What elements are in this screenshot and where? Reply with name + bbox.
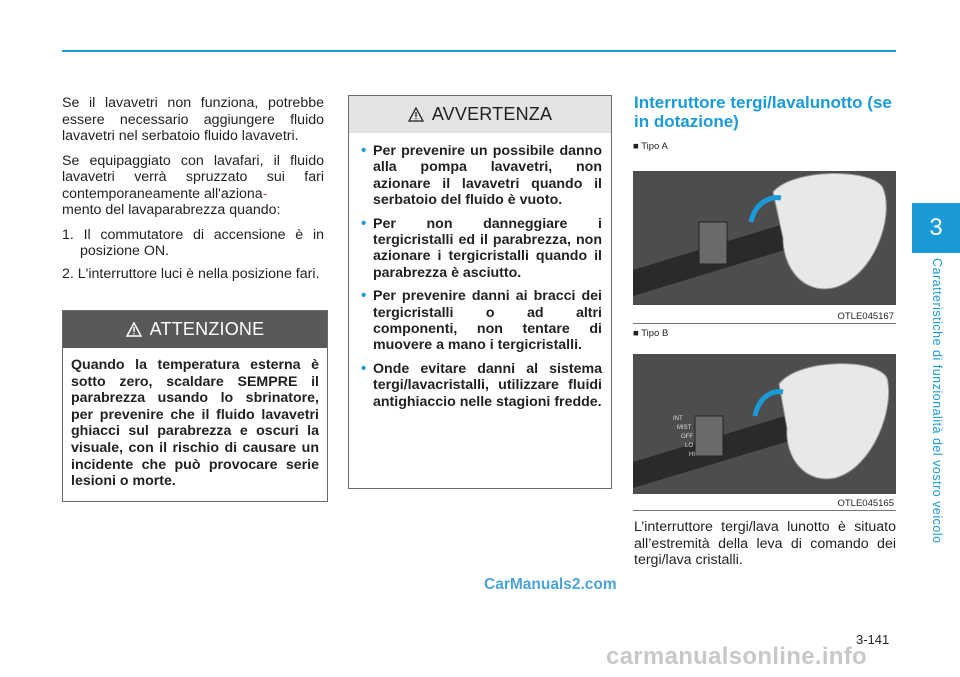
wiper-lever-illustration-a — [633, 158, 896, 308]
lever-mark-hi: HI — [689, 452, 695, 458]
warning-triangle-icon — [126, 322, 142, 337]
figure-tipo-b — [633, 324, 896, 511]
headlamp-text-b: mento del lavaparabrezza quando: — [62, 202, 281, 218]
avvertenza-item: • Per prevenire danni ai bracci dei tergicristalli o ad altri componenti, non tentare di muovere a mano i tergicristalli. — [361, 288, 602, 354]
lever-mark-int: INT — [673, 416, 683, 422]
section-paragraph: L’interruttore tergi/lava lunotto è situato all’estremità della leva di comando dei tergi/lava cristalli. — [634, 519, 896, 568]
headlamp-text-a: Se equipaggiato con lavafari, il fluido lavavetri verrà spruzzato sui fari contemporaneamente all'aziona — [62, 152, 324, 202]
chapter-tab: 3 — [912, 203, 960, 253]
figure-tipo-a — [633, 141, 896, 324]
figure-a-label: ■ Tipo A — [633, 141, 668, 152]
wiper-lever-illustration-b — [633, 344, 896, 494]
attenzione-header — [63, 311, 327, 348]
watermark-bottom[interactable]: carmanualsonline.info — [606, 643, 868, 670]
figure-a-code: OTLE045167 — [837, 311, 894, 322]
avvertenza-title: AVVERTENZA — [431, 104, 553, 124]
attenzione-title: ATTENZIONE — [149, 319, 265, 339]
avvertenza-header — [349, 96, 611, 133]
figure-b-label: ■ Tipo B — [633, 328, 669, 339]
header-rule — [62, 50, 896, 52]
page-number: 3-141 — [856, 632, 890, 647]
attenzione-box — [62, 310, 328, 502]
intro-column — [62, 95, 324, 288]
warning-triangle-icon — [408, 107, 424, 122]
hyphen: - — [262, 185, 268, 202]
lever-mark-off: OFF — [681, 434, 693, 440]
lever-mark-lo: LO — [685, 443, 694, 449]
section-heading: Interruttore tergi/lavalunotto (se in dotazione) — [634, 93, 892, 131]
avvertenza-item: • Onde evitare danni al sistema tergi/lavacristalli, utilizzare fluidi antighiaccio nelle stagioni fredde. — [361, 361, 602, 410]
avvertenza-item: • Per prevenire un possibile danno alla pompa lavavetri, non azionare il lavavetri quando il serbatoio del fluido è vuoto. — [361, 143, 602, 209]
avvertenza-list — [349, 133, 611, 410]
avvertenza-item: • Per non danneggiare i tergicristalli ed il parabrezza, non azionare i tergicristalli quando il parabrezza è asciutto. — [361, 216, 602, 282]
chapter-title: Caratteristiche di funzionalità del vostro veicolo — [930, 258, 944, 544]
watermark-top[interactable]: CarManuals2.com — [484, 576, 617, 593]
condition-item-1: 1. Il commutatore di accensione è in posizione ON. — [62, 226, 324, 259]
intro-paragraph: Se il lavavetri non funziona, potrebbe essere necessario aggiungere fluido lavavetri nel serbatoio fluido lavavetri. — [62, 95, 324, 144]
attenzione-text: Quando la temperatura esterna è sotto zero, scaldare SEMPRE il parabrezza usando lo sbrinatore, per prevenire che il fluido lavavetri ghiacci sul parabrezza e oscuri la visuale, con il rischio di causare un incidente che può provocare serie lesioni o morte. — [71, 357, 319, 490]
headlamp-washer-paragraph — [62, 153, 324, 219]
section-paragraph-wrap — [634, 519, 896, 577]
condition-item-2: 2. L'interruttore luci è nella posizione fari. — [62, 265, 320, 282]
lever-mark-mist: MIST — [677, 425, 692, 431]
figure-b-code: OTLE045165 — [837, 498, 894, 509]
avvertenza-box — [348, 95, 612, 489]
